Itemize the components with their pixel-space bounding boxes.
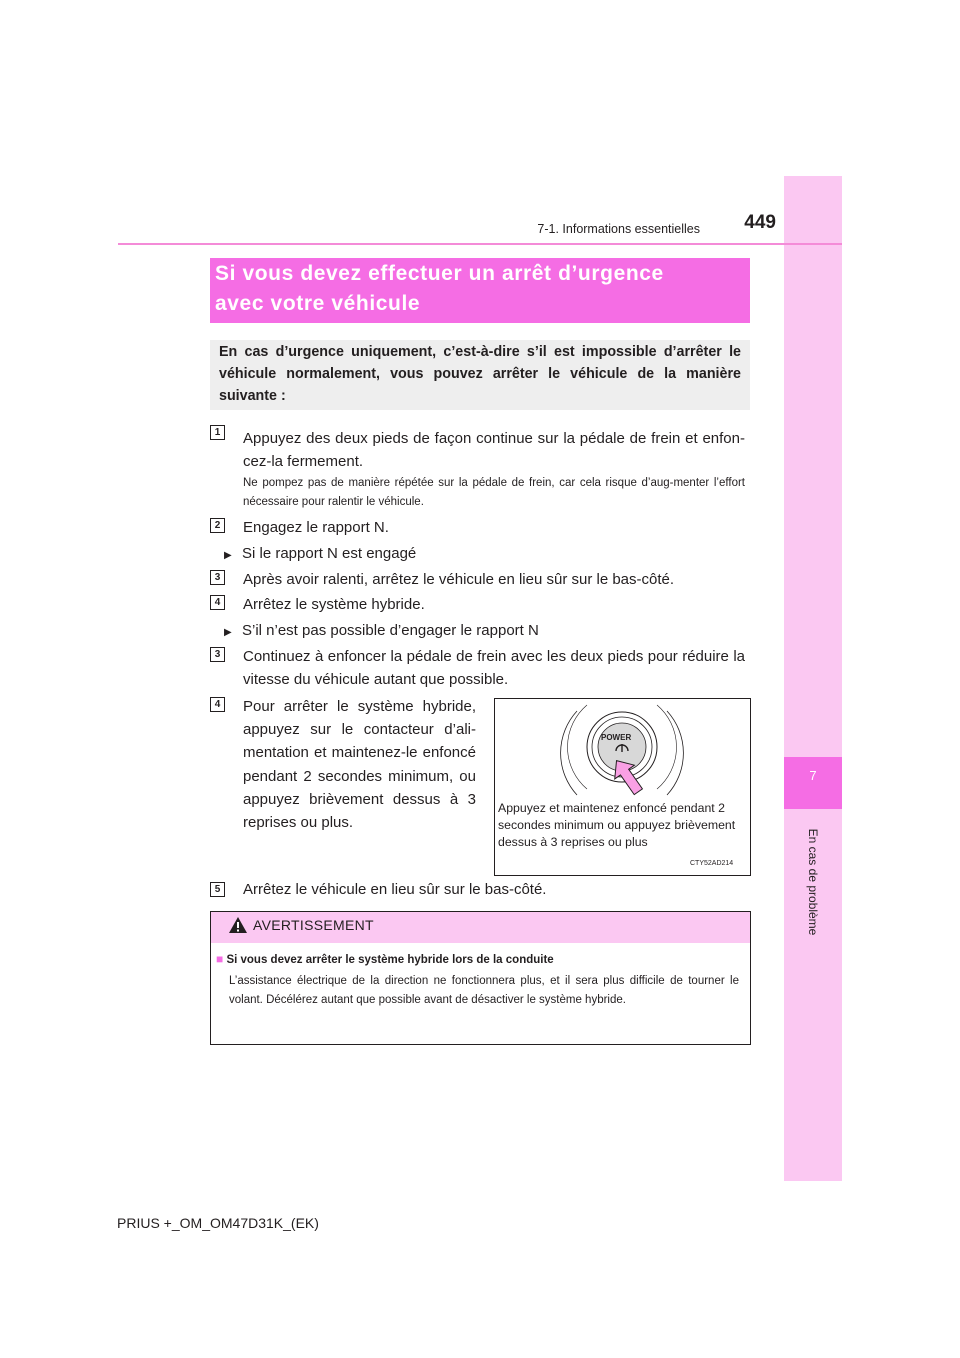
step-number-box: 4 [210,697,225,712]
step-note: Ne pompez pas de manière répétée sur la pédale de frein, car cela risque d’aug-menter l’effort nécessaire pour ralentir le véhicule. [243,477,745,508]
intro-text: En cas d’urgence uniquement, c’est-à-dire s’il est impossible d’arrêter le véhicule normalement, vous pouvez arrêter le véhicule de la manière suivante : [219,344,741,404]
triangle-bullet-icon: ▶ [224,627,232,638]
warning-subtitle-line [216,952,554,966]
step-number-box: 5 [210,882,225,897]
step-number-box: 4 [210,595,225,610]
section-label: 7-1. Informations essentielles [537,222,700,236]
step-text: Arrêtez le système hybride. [243,596,425,613]
square-bullet-icon: ■ [216,952,224,966]
condition-line [224,542,416,567]
power-button-label: POWER [601,733,632,742]
step-text: Après avoir ralenti, arrêtez le véhicule en lieu sûr sur le bas-côté. [243,571,675,588]
title-line-1: Si vous devez effectuer un arrêt d’urgence [215,262,664,285]
warning-triangle-icon [228,916,248,934]
chapter-title: En cas de problème [806,828,820,936]
step-number-box: 2 [210,518,225,533]
step-text: Arrêtez le véhicule en lieu sûr sur le bas-côté. [243,881,547,898]
condition-text: Si le rapport N est engagé [242,545,417,562]
chapter-side-tab [784,176,842,1181]
step-number-box: 1 [210,425,225,440]
chapter-tab-active [784,757,842,809]
page-number: 449 [744,212,776,233]
step-number-box: 3 [210,570,225,585]
step-text: Appuyez des deux pieds de façon continue sur la pédale de frein et enfon-cez-la fermement. [243,430,745,470]
document-code-footer: PRIUS +_OM_OM47D31K_(EK) [117,1215,319,1231]
figure-caption: Appuyez et maintenez enfoncé pendant 2 secondes minimum ou appuyez brièvement dessus à 3 reprises ou plus [498,801,736,849]
warning-body: L’assistance électrique de la direction ne fonctionnera plus, et il sera plus difficile de tourner le volant. Décélérez autant que possible avant de désactiver le système hybride. [229,975,739,1006]
step-text: Pour arrêter le système hybride, appuyez sur le contacteur d’ali-mentation et maintenez-le enfoncé pendant 2 secondes minimum, ou appuyez brièvement dessus à 3 reprises ou plus. [243,698,476,832]
page-title [215,259,745,319]
condition-line [224,619,539,644]
header-rule [118,243,842,245]
condition-text: S’il n’est pas possible d’engager le rapport N [242,622,539,639]
title-line-2: avec votre véhicule [215,292,421,315]
power-switch-illustration [495,699,750,799]
chapter-number: 7 [809,768,817,783]
figure-code: CTY52AD214 [690,860,734,867]
triangle-bullet-icon: ▶ [224,550,232,561]
step-text: Continuez à enfoncer la pédale de frein avec les deux pieds pour réduire la vitesse du véhicule autant que possible. [243,648,745,688]
warning-subtitle: Si vous devez arrêter le système hybride lors de la conduite [226,954,554,966]
step-number-box: 3 [210,647,225,662]
warning-title: AVERTISSEMENT [253,917,374,933]
step-text: Engagez le rapport N. [243,519,389,536]
